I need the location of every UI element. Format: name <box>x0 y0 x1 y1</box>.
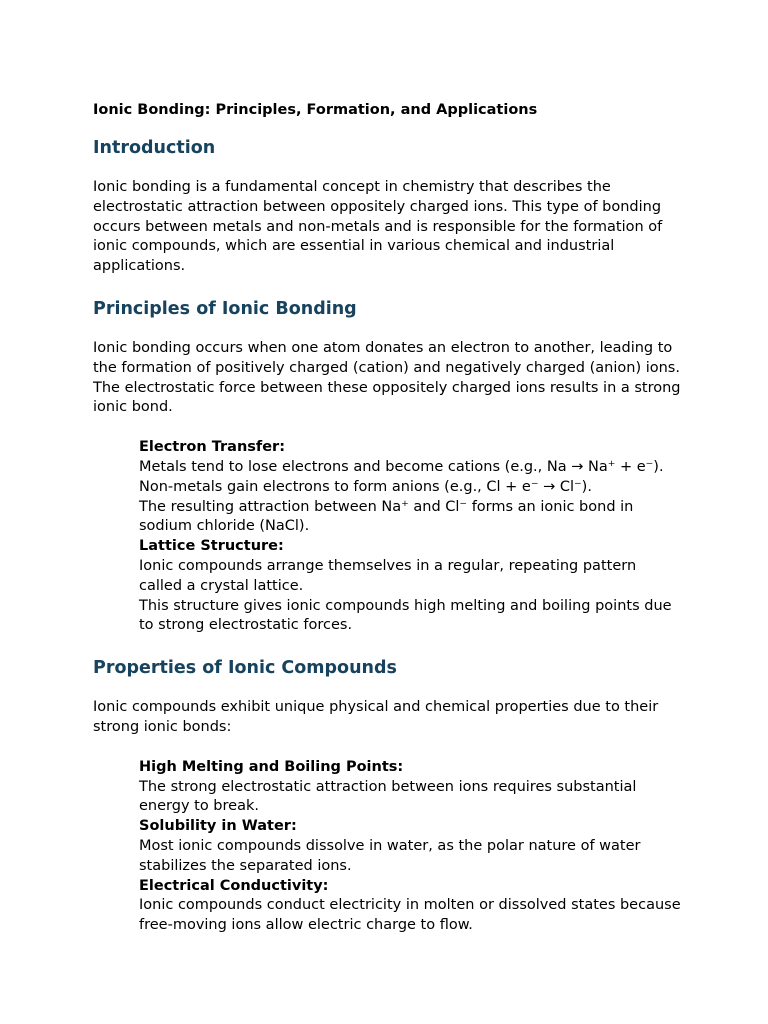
list-item-melting-points <box>139 758 683 817</box>
item-line: The resulting attraction between Na⁺ and Cl⁻ forms an ionic bond in sodium chloride (NaCl). <box>139 498 634 535</box>
item-line: Most ionic compounds dissolve in water, as the polar nature of water stabilizes the separated ions. <box>139 837 641 874</box>
item-line: Metals tend to lose electrons and become cations (e.g., Na → Na⁺ + e⁻). <box>139 458 664 475</box>
list-item-solubility <box>139 817 683 876</box>
properties-list <box>139 758 683 936</box>
section-heading-properties: Properties of Ionic Compounds <box>93 658 397 679</box>
item-heading: Electron Transfer: <box>139 439 285 456</box>
properties-paragraph: Ionic compounds exhibit unique physical and chemical properties due to their strong ionic bonds: <box>93 699 659 735</box>
principles-paragraph: Ionic bonding occurs when one atom donates an electron to another, leading to the formation of positively charged (cation) and negatively charged (anion) ions. The electrostatic force between these oppositely charged ions results in a strong ionic bond. <box>93 339 681 416</box>
item-line: This structure gives ionic compounds high melting and boiling points due to strong electrostatic forces. <box>139 597 672 634</box>
item-heading: Electrical Conductivity: <box>139 877 329 894</box>
introduction-paragraph: Ionic bonding is a fundamental concept in chemistry that describes the electrostatic attraction between oppositely charged ions. This type of bonding occurs between metals and non-metals and is responsible for the formation of ionic compounds, which are essential in various chemical and industrial applications. <box>93 179 663 275</box>
item-line: Ionic compounds conduct electricity in molten or dissolved states because free-moving ions allow electric charge to flow. <box>139 897 681 934</box>
item-heading: Solubility in Water: <box>139 818 297 835</box>
item-line: Ionic compounds arrange themselves in a regular, repeating pattern called a crystal lattice. <box>139 557 637 594</box>
list-item-lattice-structure <box>139 537 683 636</box>
principles-list <box>139 438 683 636</box>
list-item-electron-transfer <box>139 438 683 537</box>
document-page <box>93 100 683 956</box>
document-title: Ionic Bonding: Principles, Formation, and Applications <box>93 102 538 118</box>
item-heading: High Melting and Boiling Points: <box>139 758 404 775</box>
item-heading: Lattice Structure: <box>139 538 284 555</box>
item-line: Non-metals gain electrons to form anions (e.g., Cl + e⁻ → Cl⁻). <box>139 478 592 495</box>
item-line: The strong electrostatic attraction between ions requires substantial energy to break. <box>139 778 637 815</box>
section-heading-introduction: Introduction <box>93 138 216 158</box>
section-heading-principles: Principles of Ionic Bonding <box>93 298 357 319</box>
list-item-conductivity <box>139 877 683 936</box>
